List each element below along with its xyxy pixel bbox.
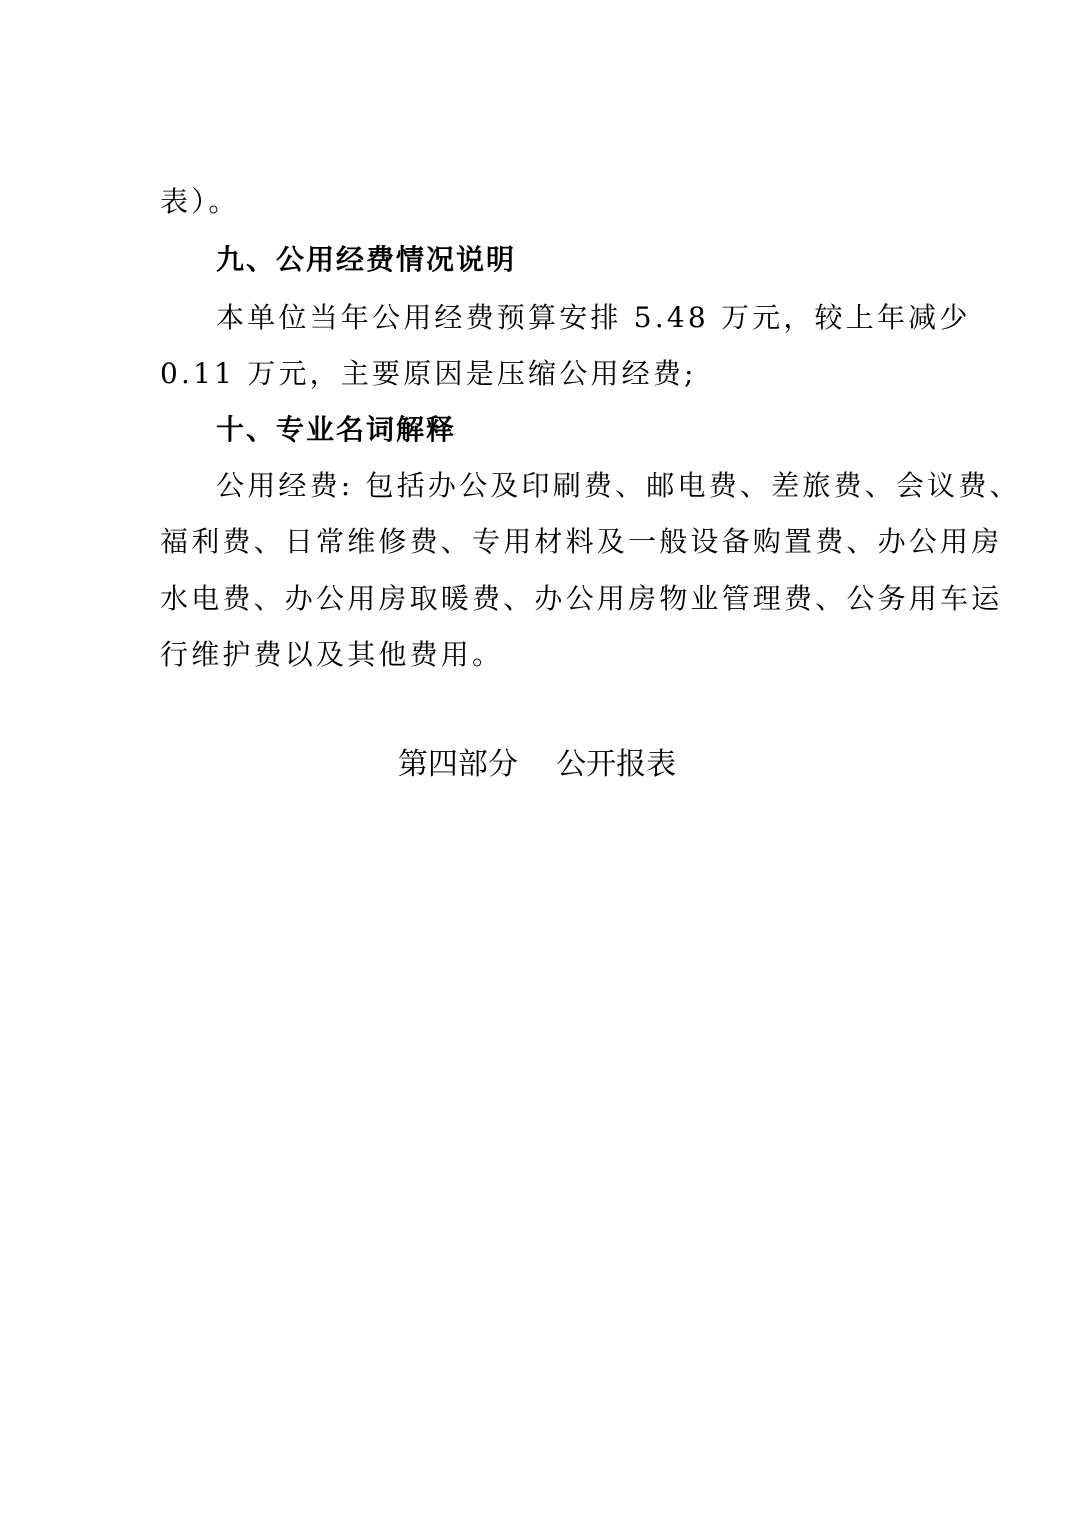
section-10-paragraph-line-2: 福利费、日常维修费、专用材料及一般设备购置费、办公用房 — [160, 525, 1003, 558]
section-9-heading: 九、公用经费情况说明 — [216, 243, 517, 276]
section-9-paragraph-line-1: 本单位当年公用经费预算安排 5.48 万元，较上年减少 — [216, 301, 971, 334]
section-10-paragraph-line-4: 行维护费以及其他费用。 — [160, 638, 504, 671]
section-10-paragraph-line-3: 水电费、办公用房取暖费、办公用房物业管理费、公务用车运 — [160, 582, 1003, 615]
part-4-title: 第四部分 公开报表 — [397, 747, 677, 782]
section-10-heading: 十、专业名词解释 — [216, 413, 457, 446]
section-10-paragraph-line-1: 公用经费: 包括办公及印刷费、邮电费、差旅费、会议费、 — [216, 469, 1021, 502]
continued-text-line: 表）。 — [160, 185, 240, 218]
section-9-paragraph-line-2: 0.11 万元，主要原因是压缩公用经费; — [160, 357, 697, 390]
